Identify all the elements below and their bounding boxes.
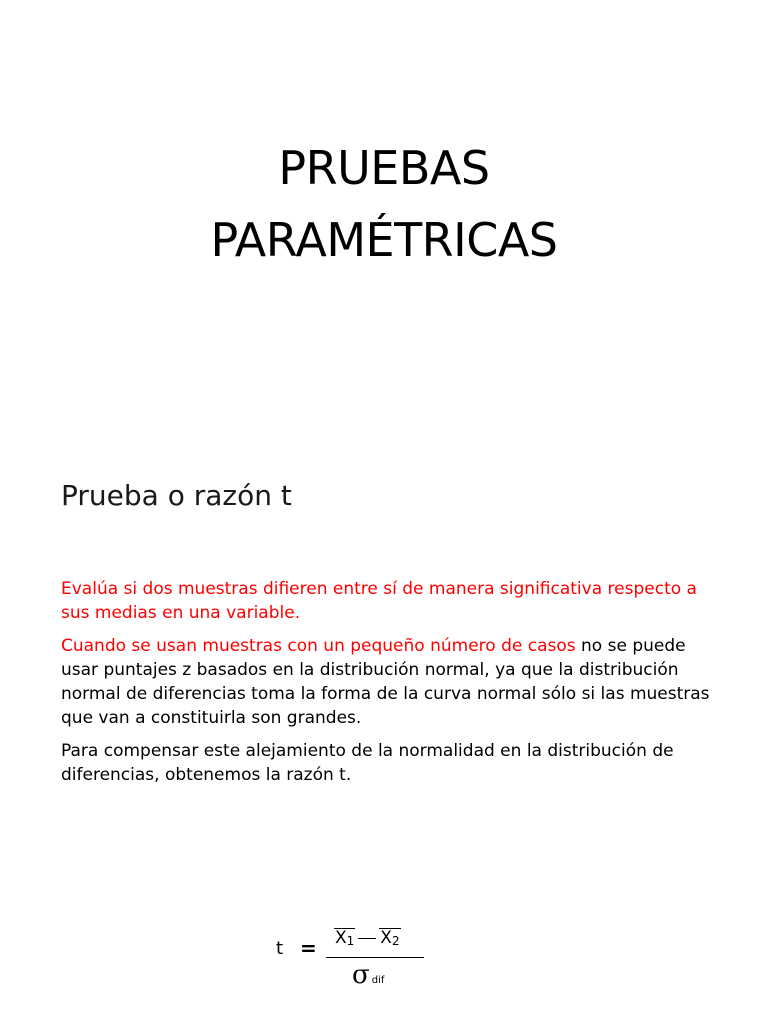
minus-sign (358, 938, 376, 939)
title-line-1: PRUEBAS (278, 141, 490, 195)
t-ratio-formula (270, 922, 440, 992)
body-text (61, 577, 721, 796)
mean-x2 (379, 928, 400, 950)
sigma-symbol: σ (352, 960, 370, 990)
sigma-subscript: dif (371, 975, 385, 986)
title-line-2: PARAMÉTRICAS (210, 213, 558, 267)
mean-x2-symbol: X (380, 928, 392, 948)
mean-x1 (334, 928, 355, 950)
section-subtitle: Prueba o razón t (61, 479, 292, 512)
formula-equals: = (300, 936, 317, 960)
page-title (0, 132, 768, 276)
paragraph-small-samples-highlight: Cuando se usan muestras con un pequeño número de casos (61, 636, 576, 656)
mean-x1-symbol: X (335, 928, 347, 948)
formula-numerator (334, 928, 401, 950)
formula-denominator (352, 960, 384, 990)
paragraph-compensation: Para compensar este alejamiento de la normalidad en la distribución de diferencias, obtenemos la razón t. (61, 741, 674, 785)
formula-lhs: t (276, 938, 284, 959)
paragraph-definition: Evalúa si dos muestras difieren entre sí de manera significativa respecto a sus medias en una variable. (61, 579, 697, 623)
mean-x1-subscript: 1 (346, 934, 355, 948)
paragraph-small-samples (61, 634, 721, 730)
paragraph-small-samples-rest: no se puede usar puntajes z basados en la distribución normal, ya que la distribución normal de diferencias toma la forma de la curva normal sólo si las muestras que van a constituirla son grandes. (61, 636, 710, 728)
mean-x2-subscript: 2 (391, 934, 400, 948)
fraction-bar (326, 957, 424, 958)
